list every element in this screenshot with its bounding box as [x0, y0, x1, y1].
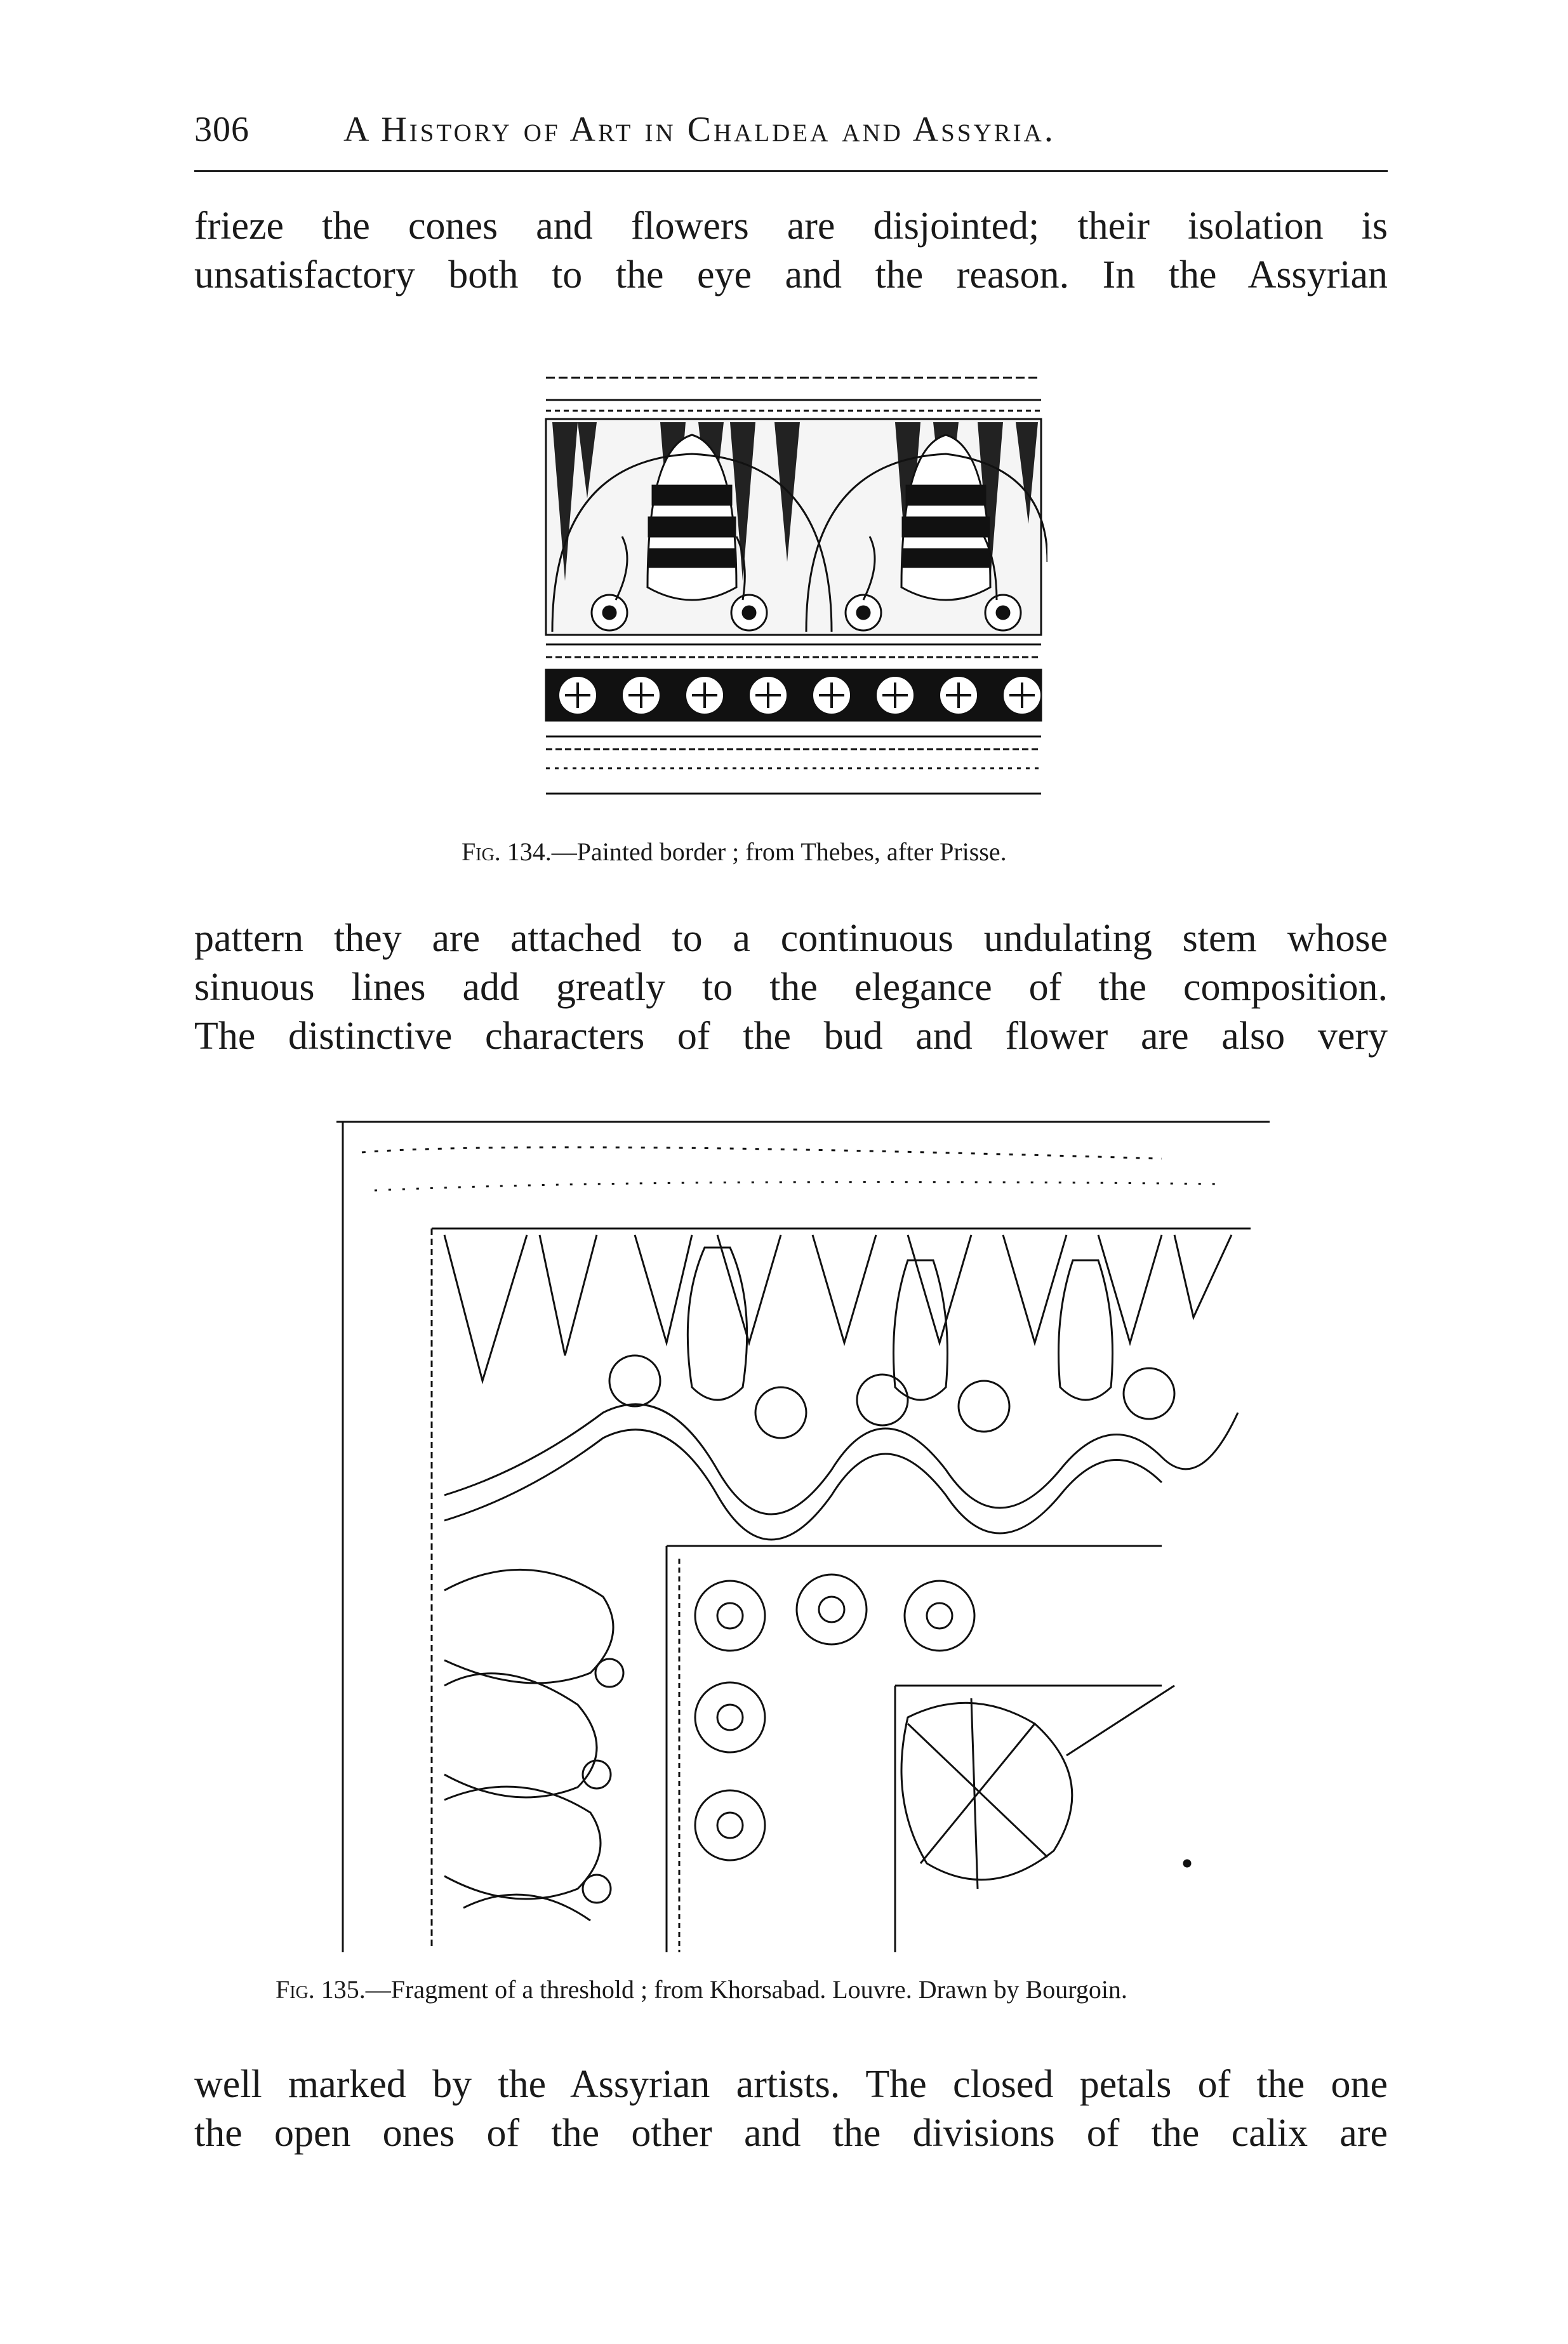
text-line: unsatisfactory both to the eye and the reason. In the Assyrian	[194, 253, 1388, 296]
figure-134-caption	[462, 837, 1007, 867]
figure-134-caption-text: —Painted border ; from Thebes, after Prisse.	[551, 837, 1007, 866]
text-line: pattern they are attached to a continuous undulating stem whose	[194, 917, 1388, 960]
text-line: frieze the cones and flowers are disjointed; their isolation is	[194, 204, 1388, 248]
text-line: well marked by the Assyrian artists. The closed petals of the one	[194, 2063, 1388, 2106]
figure-134-painted-border	[540, 371, 1047, 803]
running-title: A History of Art in Chaldea and Assyria.	[343, 110, 1056, 149]
paragraph-3	[194, 2060, 1388, 2158]
figure-135-caption	[276, 1974, 1127, 2004]
text-line: sinuous lines add greatly to the elegance of the composition.	[194, 966, 1388, 1009]
text-line: the open ones of the other and the divisions of the calix are	[194, 2112, 1388, 2155]
figure-135-threshold-fragment	[336, 1114, 1289, 1965]
header-rule	[194, 170, 1388, 172]
page-number: 306	[194, 110, 249, 149]
running-header	[194, 109, 1388, 154]
figure-135-label: Fig. 135.	[276, 1975, 366, 2004]
paragraph-1	[194, 202, 1388, 300]
figure-134-label: Fig. 134.	[462, 837, 552, 866]
text-line: The distinctive characters of the bud and flower are also very	[194, 1015, 1388, 1058]
figure-135-caption-text: —Fragment of a threshold ; from Khorsabad. Louvre. Drawn by Bourgoin.	[365, 1975, 1127, 2004]
paragraph-2	[194, 914, 1388, 1061]
